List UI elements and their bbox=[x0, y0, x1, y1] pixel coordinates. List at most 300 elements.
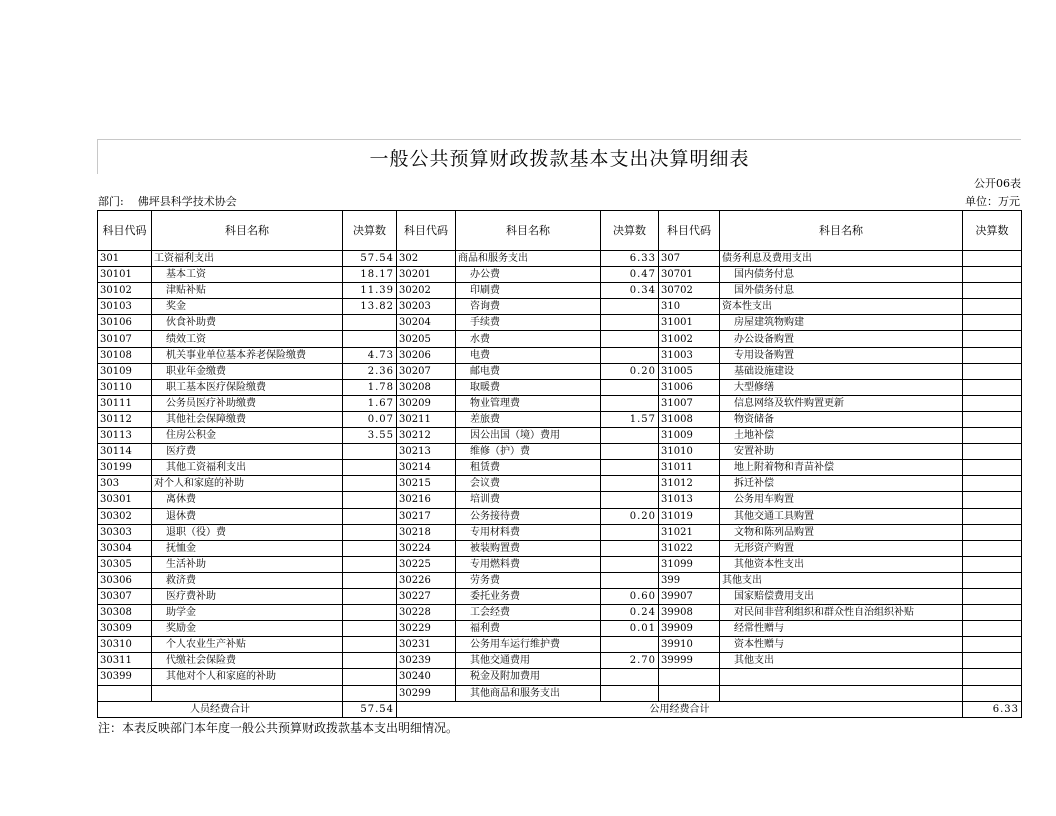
subject-code-cell: 30108 bbox=[98, 347, 152, 363]
subject-name-cell: 专用燃料费 bbox=[456, 556, 601, 572]
subject-code-cell: 31019 bbox=[659, 508, 720, 524]
subject-name-cell: 离休费 bbox=[152, 492, 343, 508]
subject-name-cell: 其他社会保障缴费 bbox=[152, 411, 343, 427]
subject-name-cell: 水费 bbox=[456, 331, 601, 347]
title-row bbox=[97, 139, 1021, 174]
subject-name-cell: 因公出国（境）费用 bbox=[456, 428, 601, 444]
subject-code-cell: 31005 bbox=[659, 363, 720, 379]
table-row bbox=[98, 444, 1022, 460]
amount-cell bbox=[963, 476, 1022, 492]
subject-code-cell: 30109 bbox=[98, 363, 152, 379]
subject-code-cell: 39909 bbox=[659, 621, 720, 637]
amount-cell bbox=[963, 605, 1022, 621]
amount-cell bbox=[343, 540, 397, 556]
subject-code-cell: 30211 bbox=[397, 411, 456, 427]
subject-name-cell: 会议费 bbox=[456, 476, 601, 492]
subject-code-cell: 30303 bbox=[98, 524, 152, 540]
subject-name-cell: 安置补助 bbox=[720, 444, 963, 460]
amount-cell bbox=[343, 508, 397, 524]
amount-cell bbox=[343, 653, 397, 669]
table-row bbox=[98, 331, 1022, 347]
subject-code-cell: 31009 bbox=[659, 428, 720, 444]
subject-code-cell: 39907 bbox=[659, 588, 720, 604]
subject-code-cell: 30225 bbox=[397, 556, 456, 572]
subject-code-cell: 30227 bbox=[397, 588, 456, 604]
subject-name-cell: 信息网络及软件购置更新 bbox=[720, 395, 963, 411]
subject-code-cell: 30201 bbox=[397, 267, 456, 283]
subject-name-cell: 职工基本医疗保险缴费 bbox=[152, 379, 343, 395]
department bbox=[98, 194, 237, 210]
amount-cell bbox=[601, 460, 659, 476]
subject-code-cell: 30224 bbox=[397, 540, 456, 556]
amount-cell bbox=[963, 331, 1022, 347]
subject-name-cell: 专用设备购置 bbox=[720, 347, 963, 363]
subject-code-cell: 30106 bbox=[98, 315, 152, 331]
subject-name-cell: 拆迁补偿 bbox=[720, 476, 963, 492]
amount-cell bbox=[343, 572, 397, 588]
subject-code-cell: 30107 bbox=[98, 331, 152, 347]
subject-name-cell: 个人农业生产补贴 bbox=[152, 637, 343, 653]
subject-code-cell: 39910 bbox=[659, 637, 720, 653]
subject-code-cell: 303 bbox=[98, 476, 152, 492]
amount-cell: 0.20 bbox=[601, 363, 659, 379]
amount-cell bbox=[963, 540, 1022, 556]
subject-code-cell: 30212 bbox=[397, 428, 456, 444]
subject-code-cell: 31022 bbox=[659, 540, 720, 556]
subject-name-cell: 绩效工资 bbox=[152, 331, 343, 347]
subject-code-cell: 30228 bbox=[397, 605, 456, 621]
table-row bbox=[98, 347, 1022, 363]
amount-cell bbox=[343, 621, 397, 637]
amount-cell bbox=[343, 685, 397, 701]
subject-name-cell: 办公设备购置 bbox=[720, 331, 963, 347]
totals-row bbox=[98, 701, 1022, 717]
subject-code-cell: 31001 bbox=[659, 315, 720, 331]
table-row bbox=[98, 605, 1022, 621]
amount-cell: 0.07 bbox=[343, 411, 397, 427]
amount-cell bbox=[601, 395, 659, 411]
subject-name-cell: 奖金 bbox=[152, 299, 343, 315]
subject-code-cell: 30206 bbox=[397, 347, 456, 363]
subject-code-cell bbox=[659, 685, 720, 701]
subject-name-cell: 其他支出 bbox=[720, 653, 963, 669]
amount-cell: 3.55 bbox=[343, 428, 397, 444]
subject-code-cell: 31012 bbox=[659, 476, 720, 492]
subject-code-cell: 31007 bbox=[659, 395, 720, 411]
subject-name-cell: 资本性赠与 bbox=[720, 637, 963, 653]
amount-cell: 0.60 bbox=[601, 588, 659, 604]
subject-code-cell: 30111 bbox=[98, 395, 152, 411]
amount-cell bbox=[963, 379, 1022, 395]
subject-code-cell: 30205 bbox=[397, 331, 456, 347]
amount-cell bbox=[601, 379, 659, 395]
amount-cell bbox=[601, 540, 659, 556]
amount-cell bbox=[963, 669, 1022, 685]
subject-code-cell: 30207 bbox=[397, 363, 456, 379]
amount-cell bbox=[963, 653, 1022, 669]
subject-name-cell: 退职（役）费 bbox=[152, 524, 343, 540]
amount-cell bbox=[963, 621, 1022, 637]
table-row bbox=[98, 669, 1022, 685]
subject-code-cell: 30215 bbox=[397, 476, 456, 492]
amount-cell bbox=[963, 283, 1022, 299]
subject-name-cell: 福利费 bbox=[456, 621, 601, 637]
subject-code-cell: 30229 bbox=[397, 621, 456, 637]
subject-name-cell: 退休费 bbox=[152, 508, 343, 524]
public-total-value: 6.33 bbox=[963, 701, 1022, 717]
table-body bbox=[98, 251, 1022, 702]
table-row bbox=[98, 556, 1022, 572]
subject-name-cell: 地上附着物和青苗补偿 bbox=[720, 460, 963, 476]
header-amount-1: 决算数 bbox=[343, 211, 397, 251]
amount-cell: 1.57 bbox=[601, 411, 659, 427]
subject-code-cell: 30311 bbox=[98, 653, 152, 669]
subject-name-cell bbox=[720, 669, 963, 685]
subject-code-cell: 30217 bbox=[397, 508, 456, 524]
amount-cell bbox=[343, 637, 397, 653]
table-row bbox=[98, 540, 1022, 556]
amount-cell bbox=[601, 669, 659, 685]
subject-code-cell: 30216 bbox=[397, 492, 456, 508]
subject-code-cell: 30299 bbox=[397, 685, 456, 701]
subject-code-cell: 30701 bbox=[659, 267, 720, 283]
amount-cell bbox=[963, 267, 1022, 283]
table-row bbox=[98, 428, 1022, 444]
subject-name-cell: 津贴补贴 bbox=[152, 283, 343, 299]
subject-name-cell: 电费 bbox=[456, 347, 601, 363]
subject-name-cell: 助学金 bbox=[152, 605, 343, 621]
header-code-1: 科目代码 bbox=[98, 211, 152, 251]
subject-code-cell: 30307 bbox=[98, 588, 152, 604]
public-total-label: 公用经费合计 bbox=[397, 701, 963, 717]
subject-code-cell: 30110 bbox=[98, 379, 152, 395]
subject-name-cell: 其他对个人和家庭的补助 bbox=[152, 669, 343, 685]
subject-name-cell: 其他工资福利支出 bbox=[152, 460, 343, 476]
amount-cell bbox=[963, 588, 1022, 604]
amount-cell bbox=[343, 588, 397, 604]
amount-cell: 0.24 bbox=[601, 605, 659, 621]
amount-cell: 1.67 bbox=[343, 395, 397, 411]
amount-cell bbox=[963, 428, 1022, 444]
subject-code-cell: 30305 bbox=[98, 556, 152, 572]
header-row bbox=[98, 211, 1022, 251]
amount-cell bbox=[601, 685, 659, 701]
subject-name-cell: 税金及附加费用 bbox=[456, 669, 601, 685]
subject-code-cell: 30113 bbox=[98, 428, 152, 444]
subject-code-cell: 30204 bbox=[397, 315, 456, 331]
subject-name-cell: 对个人和家庭的补助 bbox=[152, 476, 343, 492]
subject-code-cell: 399 bbox=[659, 572, 720, 588]
amount-cell bbox=[963, 315, 1022, 331]
subject-name-cell: 住房公积金 bbox=[152, 428, 343, 444]
amount-cell bbox=[601, 428, 659, 444]
header-name-3: 科目名称 bbox=[720, 211, 963, 251]
amount-cell bbox=[601, 476, 659, 492]
amount-cell: 0.47 bbox=[601, 267, 659, 283]
amount-cell bbox=[343, 605, 397, 621]
subject-code-cell: 30114 bbox=[98, 444, 152, 460]
amount-cell bbox=[963, 347, 1022, 363]
amount-cell bbox=[343, 476, 397, 492]
subject-code-cell: 30208 bbox=[397, 379, 456, 395]
subject-name-cell bbox=[720, 685, 963, 701]
amount-cell bbox=[343, 331, 397, 347]
subject-name-cell: 代缴社会保险费 bbox=[152, 653, 343, 669]
header-name-1: 科目名称 bbox=[152, 211, 343, 251]
subject-code-cell: 30214 bbox=[397, 460, 456, 476]
subject-code-cell: 30112 bbox=[98, 411, 152, 427]
table-row bbox=[98, 363, 1022, 379]
table-row bbox=[98, 685, 1022, 701]
amount-cell: 11.39 bbox=[343, 283, 397, 299]
subject-code-cell: 307 bbox=[659, 251, 720, 267]
amount-cell bbox=[601, 492, 659, 508]
subject-code-cell: 30239 bbox=[397, 653, 456, 669]
amount-cell: 4.73 bbox=[343, 347, 397, 363]
subject-code-cell: 31002 bbox=[659, 331, 720, 347]
subject-name-cell: 公务用车运行维护费 bbox=[456, 637, 601, 653]
subject-code-cell: 30226 bbox=[397, 572, 456, 588]
table-row bbox=[98, 508, 1022, 524]
table-row bbox=[98, 283, 1022, 299]
subject-code-cell: 310 bbox=[659, 299, 720, 315]
subject-name-cell: 生活补助 bbox=[152, 556, 343, 572]
amount-cell bbox=[343, 460, 397, 476]
amount-cell: 18.17 bbox=[343, 267, 397, 283]
amount-cell bbox=[601, 572, 659, 588]
department-label: 部门: bbox=[98, 195, 124, 208]
header-code-2: 科目代码 bbox=[397, 211, 456, 251]
subject-name-cell: 基础设施建设 bbox=[720, 363, 963, 379]
footnote: 注：本表反映部门本年度一般公共预算财政拨款基本支出明细情况。 bbox=[98, 720, 459, 735]
amount-cell bbox=[963, 524, 1022, 540]
table-row bbox=[98, 395, 1022, 411]
subject-code-cell bbox=[98, 685, 152, 701]
amount-cell: 6.33 bbox=[601, 251, 659, 267]
table-row bbox=[98, 476, 1022, 492]
detail-table bbox=[97, 210, 1022, 718]
subject-code-cell: 31008 bbox=[659, 411, 720, 427]
subject-name-cell: 商品和服务支出 bbox=[456, 251, 601, 267]
subject-name-cell: 办公费 bbox=[456, 267, 601, 283]
subject-code-cell: 30103 bbox=[98, 299, 152, 315]
subject-code-cell: 39999 bbox=[659, 653, 720, 669]
subject-code-cell: 30304 bbox=[98, 540, 152, 556]
subject-code-cell: 30199 bbox=[98, 460, 152, 476]
table-row bbox=[98, 251, 1022, 267]
subject-name-cell: 土地补偿 bbox=[720, 428, 963, 444]
amount-cell: 2.70 bbox=[601, 653, 659, 669]
subject-name-cell: 抚恤金 bbox=[152, 540, 343, 556]
subject-name-cell bbox=[152, 685, 343, 701]
table-row bbox=[98, 524, 1022, 540]
subject-name-cell: 被装购置费 bbox=[456, 540, 601, 556]
subject-name-cell: 债务利息及费用支出 bbox=[720, 251, 963, 267]
subject-code-cell: 30203 bbox=[397, 299, 456, 315]
subject-code-cell: 31013 bbox=[659, 492, 720, 508]
subject-name-cell: 经常性赠与 bbox=[720, 621, 963, 637]
subject-code-cell: 30309 bbox=[98, 621, 152, 637]
subject-code-cell: 30101 bbox=[98, 267, 152, 283]
amount-cell bbox=[963, 508, 1022, 524]
table-row bbox=[98, 637, 1022, 653]
amount-cell bbox=[963, 395, 1022, 411]
amount-cell bbox=[601, 315, 659, 331]
table-row bbox=[98, 572, 1022, 588]
amount-cell bbox=[963, 460, 1022, 476]
amount-cell bbox=[963, 556, 1022, 572]
amount-cell bbox=[601, 299, 659, 315]
subject-name-cell: 取暖费 bbox=[456, 379, 601, 395]
subject-name-cell: 物业管理费 bbox=[456, 395, 601, 411]
subject-code-cell: 30218 bbox=[397, 524, 456, 540]
amount-cell: 1.78 bbox=[343, 379, 397, 395]
subject-code-cell: 30209 bbox=[397, 395, 456, 411]
subject-name-cell: 委托业务费 bbox=[456, 588, 601, 604]
table-row bbox=[98, 379, 1022, 395]
subject-name-cell: 机关事业单位基本养老保险缴费 bbox=[152, 347, 343, 363]
table-row bbox=[98, 299, 1022, 315]
report-sheet bbox=[97, 139, 1021, 738]
subject-name-cell: 其他支出 bbox=[720, 572, 963, 588]
amount-cell: 0.20 bbox=[601, 508, 659, 524]
amount-cell bbox=[343, 444, 397, 460]
amount-cell bbox=[601, 556, 659, 572]
table-row bbox=[98, 460, 1022, 476]
subject-code-cell: 31011 bbox=[659, 460, 720, 476]
page-title: 一般公共预算财政拨款基本支出决算明细表 bbox=[369, 147, 750, 170]
subject-name-cell: 医疗费补助 bbox=[152, 588, 343, 604]
subject-code-cell: 30301 bbox=[98, 492, 152, 508]
subject-name-cell: 其他交通费用 bbox=[456, 653, 601, 669]
amount-cell: 0.34 bbox=[601, 283, 659, 299]
amount-cell: 0.01 bbox=[601, 621, 659, 637]
subject-name-cell: 国内债务付息 bbox=[720, 267, 963, 283]
subject-name-cell: 差旅费 bbox=[456, 411, 601, 427]
department-name: 佛坪县科学技术协会 bbox=[137, 195, 237, 208]
subject-name-cell: 大型修缮 bbox=[720, 379, 963, 395]
subject-code-cell: 30213 bbox=[397, 444, 456, 460]
amount-cell bbox=[601, 637, 659, 653]
table-row bbox=[98, 653, 1022, 669]
subject-code-cell: 31021 bbox=[659, 524, 720, 540]
subject-code-cell: 31099 bbox=[659, 556, 720, 572]
subject-name-cell: 医疗费 bbox=[152, 444, 343, 460]
amount-cell bbox=[601, 331, 659, 347]
amount-cell: 57.54 bbox=[343, 251, 397, 267]
amount-cell bbox=[963, 299, 1022, 315]
amount-cell bbox=[963, 411, 1022, 427]
subject-code-cell: 30302 bbox=[98, 508, 152, 524]
amount-cell: 2.36 bbox=[343, 363, 397, 379]
subject-name-cell: 公务接待费 bbox=[456, 508, 601, 524]
amount-cell bbox=[601, 347, 659, 363]
subject-name-cell: 印刷费 bbox=[456, 283, 601, 299]
subject-name-cell: 基本工资 bbox=[152, 267, 343, 283]
subject-name-cell: 公务用车购置 bbox=[720, 492, 963, 508]
subject-code-cell: 30102 bbox=[98, 283, 152, 299]
subject-code-cell: 30306 bbox=[98, 572, 152, 588]
subject-code-cell: 30240 bbox=[397, 669, 456, 685]
amount-cell bbox=[963, 492, 1022, 508]
subject-name-cell: 对民间非营利组织和群众性自治组织补贴 bbox=[720, 605, 963, 621]
table-row bbox=[98, 588, 1022, 604]
amount-cell bbox=[963, 637, 1022, 653]
amount-cell bbox=[343, 556, 397, 572]
subject-name-cell: 文物和陈列品购置 bbox=[720, 524, 963, 540]
table-row bbox=[98, 621, 1022, 637]
amount-cell bbox=[963, 363, 1022, 379]
amount-cell bbox=[343, 315, 397, 331]
subject-name-cell: 其他交通工具购置 bbox=[720, 508, 963, 524]
subject-name-cell: 物资储备 bbox=[720, 411, 963, 427]
subject-code-cell: 39908 bbox=[659, 605, 720, 621]
subject-name-cell: 工资福利支出 bbox=[152, 251, 343, 267]
subject-code-cell: 30308 bbox=[98, 605, 152, 621]
header-name-2: 科目名称 bbox=[456, 211, 601, 251]
subject-name-cell: 培训费 bbox=[456, 492, 601, 508]
amount-cell bbox=[601, 524, 659, 540]
header-code-3: 科目代码 bbox=[659, 211, 720, 251]
info-row bbox=[97, 194, 1021, 210]
subject-name-cell: 其他资本性支出 bbox=[720, 556, 963, 572]
table-row bbox=[98, 411, 1022, 427]
table-row bbox=[98, 267, 1022, 283]
subject-name-cell: 资本性支出 bbox=[720, 299, 963, 315]
table-row bbox=[98, 315, 1022, 331]
subject-code-cell: 30702 bbox=[659, 283, 720, 299]
subject-name-cell: 房屋建筑物购建 bbox=[720, 315, 963, 331]
subject-name-cell: 专用材料费 bbox=[456, 524, 601, 540]
subject-name-cell: 伙食补助费 bbox=[152, 315, 343, 331]
subject-name-cell: 劳务费 bbox=[456, 572, 601, 588]
amount-cell bbox=[601, 444, 659, 460]
unit-label: 单位：万元 bbox=[965, 195, 1020, 208]
amount-cell bbox=[963, 685, 1022, 701]
subject-name-cell: 公务员医疗补助缴费 bbox=[152, 395, 343, 411]
amount-cell bbox=[343, 492, 397, 508]
amount-cell bbox=[963, 444, 1022, 460]
subject-code-cell: 31006 bbox=[659, 379, 720, 395]
subject-name-cell: 维修（护）费 bbox=[456, 444, 601, 460]
subject-name-cell: 职业年金缴费 bbox=[152, 363, 343, 379]
subject-name-cell: 救济费 bbox=[152, 572, 343, 588]
subject-name-cell: 邮电费 bbox=[456, 363, 601, 379]
subject-code-cell bbox=[659, 669, 720, 685]
subject-name-cell: 奖励金 bbox=[152, 621, 343, 637]
subject-code-cell: 30202 bbox=[397, 283, 456, 299]
subject-code-cell: 30310 bbox=[98, 637, 152, 653]
subject-code-cell: 30231 bbox=[397, 637, 456, 653]
amount-cell bbox=[343, 669, 397, 685]
header-amount-3: 决算数 bbox=[963, 211, 1022, 251]
personnel-total-label: 人员经费合计 bbox=[98, 701, 343, 717]
header-amount-2: 决算数 bbox=[601, 211, 659, 251]
subject-name-cell: 工会经费 bbox=[456, 605, 601, 621]
subject-name-cell: 咨询费 bbox=[456, 299, 601, 315]
subject-code-cell: 31003 bbox=[659, 347, 720, 363]
subject-name-cell: 国家赔偿费用支出 bbox=[720, 588, 963, 604]
form-code: 公开06表 bbox=[974, 177, 1021, 190]
subject-name-cell: 手续费 bbox=[456, 315, 601, 331]
subject-name-cell: 国外债务付息 bbox=[720, 283, 963, 299]
amount-cell bbox=[963, 572, 1022, 588]
table-row bbox=[98, 492, 1022, 508]
subject-name-cell: 租赁费 bbox=[456, 460, 601, 476]
amount-cell: 13.82 bbox=[343, 299, 397, 315]
amount-cell bbox=[343, 524, 397, 540]
subject-code-cell: 302 bbox=[397, 251, 456, 267]
